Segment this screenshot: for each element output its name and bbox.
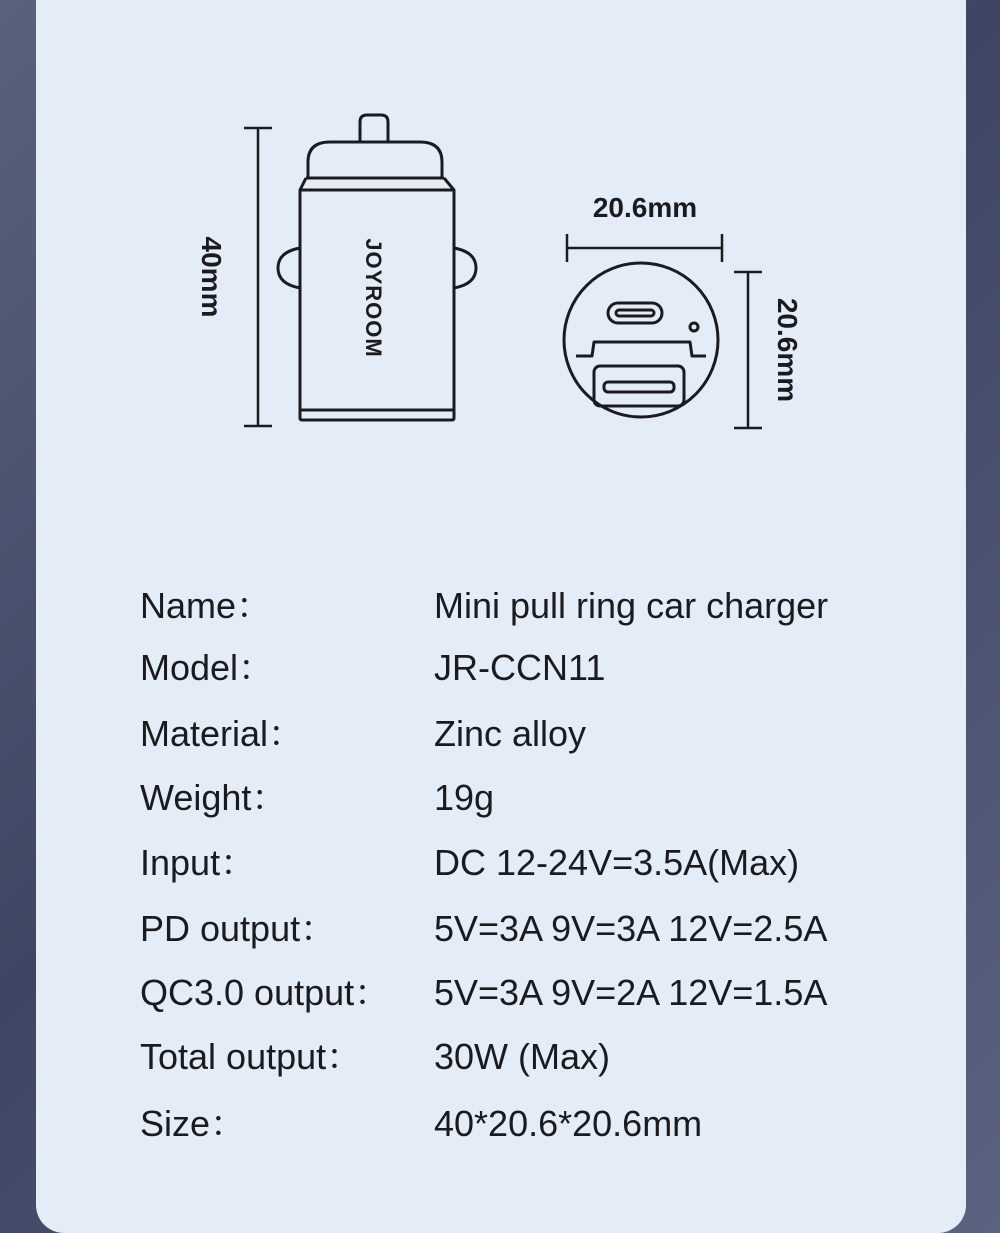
spec-label: QC3.0 output：: [140, 972, 391, 1013]
spec-row-size: [0, 1099, 1000, 1149]
spec-label: Weight：: [140, 777, 288, 818]
spec-value: 40*20.6*20.6mm: [434, 1103, 703, 1144]
spec-row-weight: [0, 773, 1000, 823]
spec-label: Name：: [140, 585, 273, 626]
spec-value: JR-CCN11: [434, 647, 606, 688]
spec-row-material: [0, 709, 1000, 759]
width-label: 20.6mm: [592, 192, 698, 223]
spec-label: Input：: [140, 842, 257, 883]
spec-row-pd-output: [0, 904, 1000, 954]
spec-label: Material：: [140, 713, 305, 754]
spec-value: 19g: [434, 777, 495, 818]
brand-logo: JOYROOM: [361, 238, 386, 358]
spec-value: Mini pull ring car charger: [434, 585, 829, 626]
spec-label: Model：: [140, 647, 275, 688]
spec-row-total-output: [0, 1032, 1000, 1082]
spec-label: Size：: [140, 1103, 247, 1144]
spec-value: 5V=3A 9V=2A 12V=1.5A: [434, 972, 828, 1013]
height-label: 40mm: [196, 236, 227, 318]
spec-value: 30W (Max): [434, 1036, 611, 1077]
depth-label: 20.6mm: [772, 297, 803, 403]
spec-row-qc-output: [0, 968, 1000, 1018]
spec-label: PD output：: [140, 908, 337, 949]
spec-row-name: [0, 581, 1000, 631]
spec-value: Zinc alloy: [434, 713, 587, 754]
spec-row-model: [0, 643, 1000, 693]
spec-row-input: [0, 838, 1000, 888]
spec-value: 5V=3A 9V=3A 12V=2.5A: [434, 908, 828, 949]
spec-label: Total output：: [140, 1036, 363, 1077]
spec-value: DC 12-24V=3.5A(Max): [434, 842, 800, 883]
